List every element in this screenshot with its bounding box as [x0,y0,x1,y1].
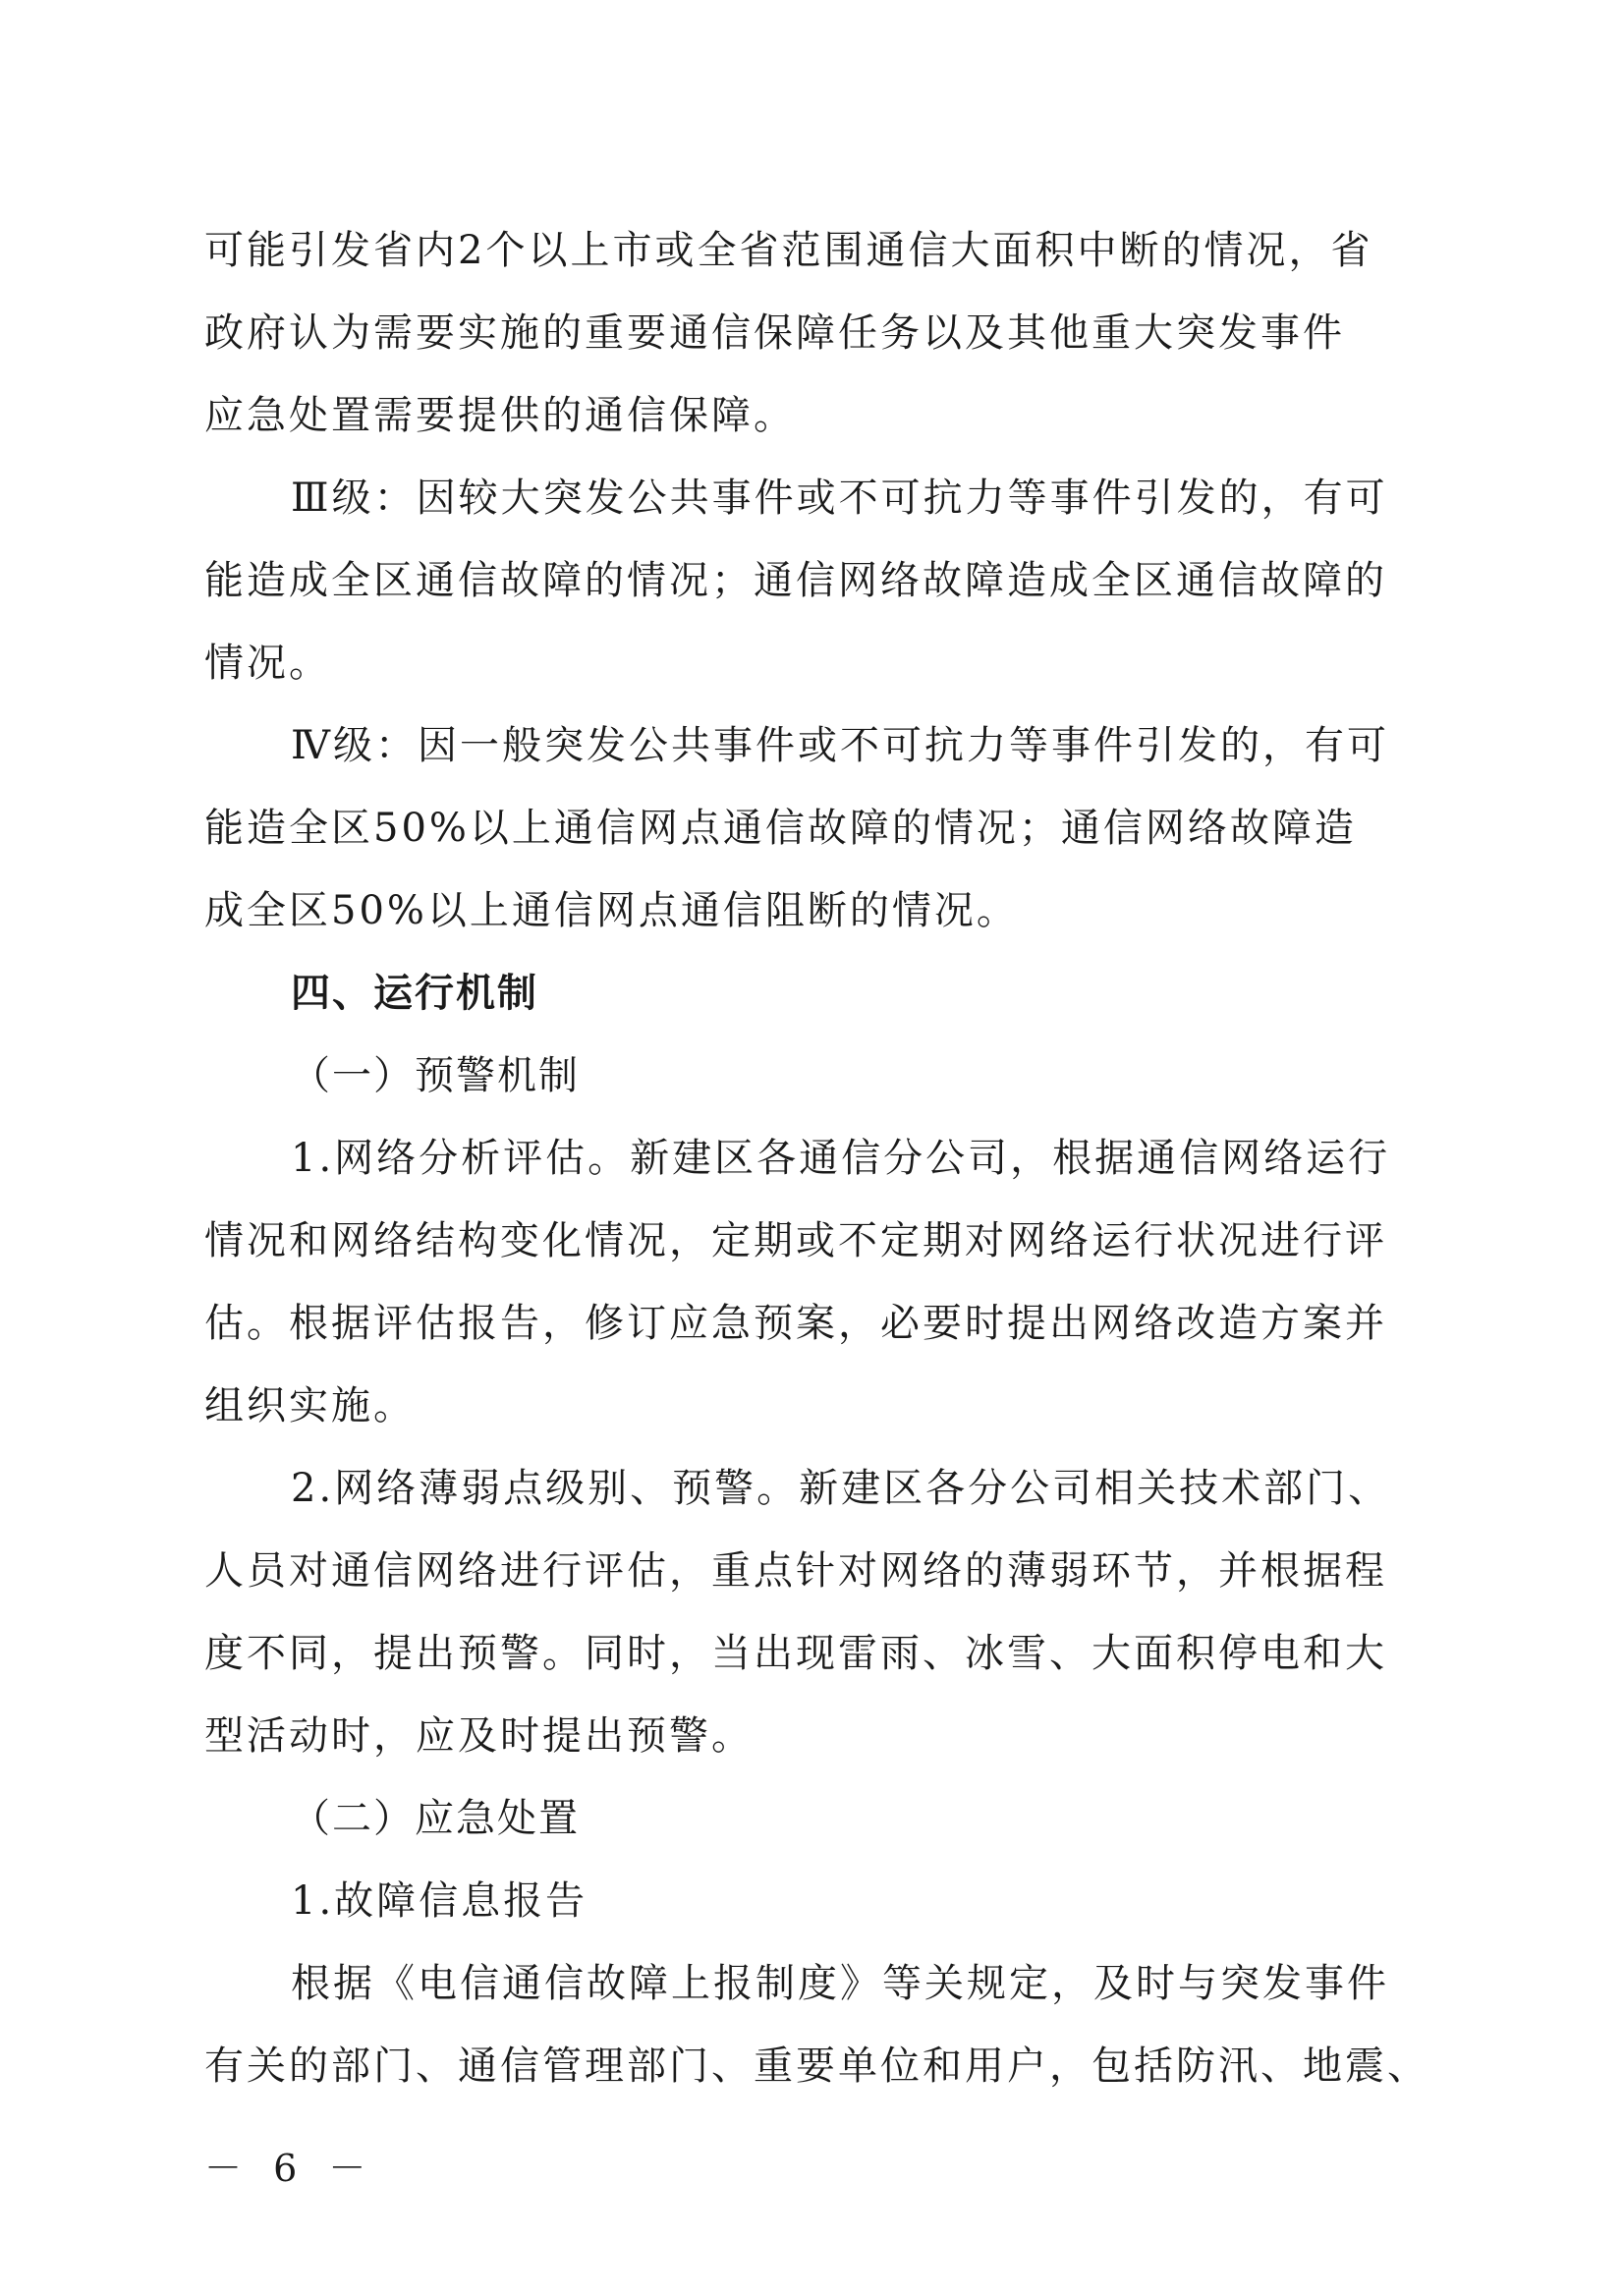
paragraph-weak-point-start: 2.网络薄弱点级别、预警。新建区各分公司相关技术部门、 [291,1466,1391,1511]
paragraph-level-3-start: Ⅲ级：因较大突发公共事件或不可抗力等事件引发的，有可 [291,476,1388,521]
text-line: 成全区50%以上通信网点通信阻断的情况。 [204,888,1019,933]
text-line: 组织实施。 [204,1383,416,1428]
subsection-heading: （一）预警机制 [291,1053,580,1098]
text-line: 型活动时，应及时提出预警。 [204,1713,754,1759]
paragraph-report-start: 根据《电信通信故障上报制度》等关规定，及时与突发事件 [291,1961,1389,2006]
section-heading: 四、运行机制 [291,971,538,1016]
text-line: 能造成全区通信故障的情况；通信网络故障造成全区通信故障的 [204,558,1387,603]
page-number: － 6 － [204,2147,376,2190]
text-line: 情况。 [204,641,331,686]
text-line: 能造全区50%以上通信网点通信故障的情况；通信网络故障造 [204,806,1357,851]
text-line: 度不同，提出预警。同时，当出现雷雨、冰雪、大面积停电和大 [204,1631,1387,1676]
text-line: 情况和网络结构变化情况，定期或不定期对网络运行状况进行评 [204,1218,1387,1263]
paragraph-level-4-start: Ⅳ级：因一般突发公共事件或不可抗力等事件引发的，有可 [291,723,1389,768]
text-line: 有关的部门、通信管理部门、重要单位和用户，包括防汛、地震、 [204,2044,1429,2089]
text-line: 应急处置需要提供的通信保障。 [204,393,796,438]
text-line: 人员对通信网络进行评估，重点针对网络的薄弱环节，并根据程 [204,1548,1387,1594]
text-line: 可能引发省内2个以上市或全省范围通信大面积中断的情况，省 [204,228,1373,273]
text-line: 政府认为需要实施的重要通信保障任务以及其他重大突发事件 [204,310,1345,356]
subsection-heading: （二）应急处置 [291,1796,580,1841]
paragraph-network-analysis-start: 1.网络分析评估。新建区各通信分公司，根据通信网络运行 [291,1136,1391,1181]
text-line: 估。根据评估报告，修订应急预案，必要时提出网络改造方案并 [204,1301,1387,1346]
item-heading: 1.故障信息报告 [291,1878,588,1924]
